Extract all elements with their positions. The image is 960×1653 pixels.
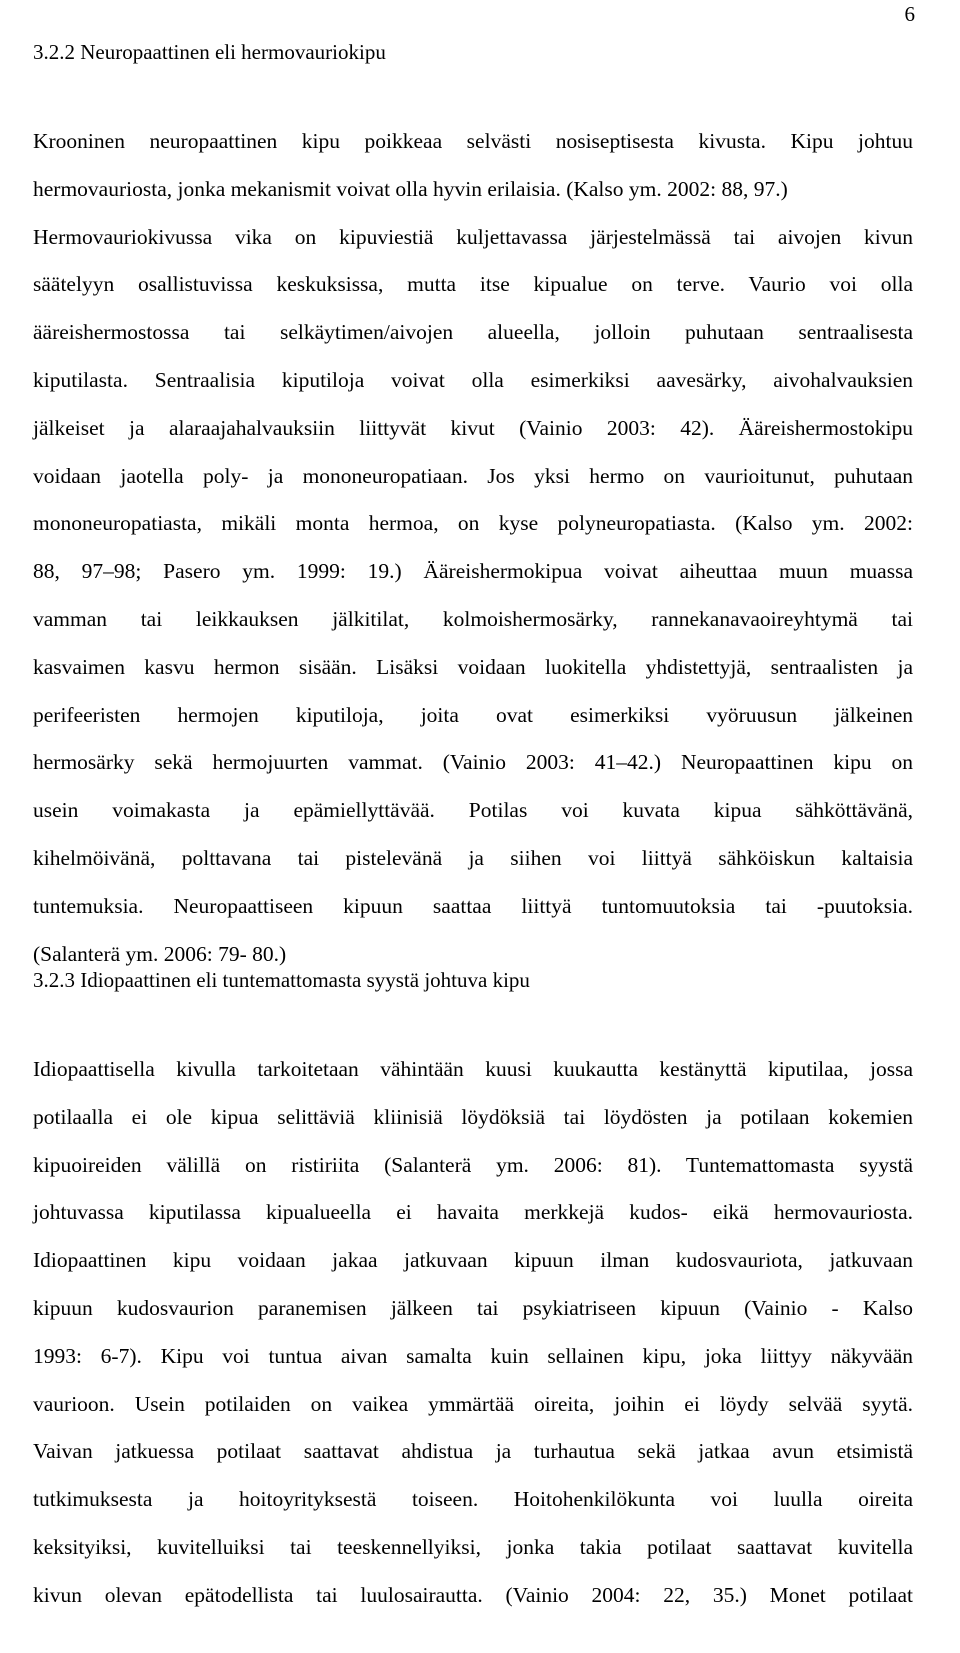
page-number: 6 bbox=[904, 2, 915, 26]
text-line: perifeeristen hermojen kiputiloja, joita ovat esimerkiksi vyöruusun jälkeinen bbox=[33, 702, 913, 727]
text-line: keksityiksi, kuvitelluiksi tai teeskennellyiksi, jonka takia potilaat saattavat kuvitella bbox=[33, 1534, 913, 1559]
text-line: voidaan jaotella poly- ja mononeuropatiaan. Jos yksi hermo on vaurioitunut, puhutaan bbox=[33, 463, 913, 488]
text-line: kipuoireiden välillä on ristiriita (Salanterä ym. 2006: 81). Tuntemattomasta syystä bbox=[33, 1152, 913, 1177]
text-line: (Salanterä ym. 2006: 79- 80.) bbox=[33, 941, 287, 966]
text-line: usein voimakasta ja epämiellyttävää. Potilas voi kuvata kipua sähköttävänä, bbox=[33, 798, 913, 823]
text-line: vaurioon. Usein potilaiden on vaikea ymmärtää oireita, joihin ei löydy selvää syytä. bbox=[33, 1391, 913, 1416]
text-line: Hermovauriokivussa vika on kipuviestiä kuljettavassa järjestelmässä tai aivojen kivun bbox=[33, 224, 913, 249]
text-line: potilaalla ei ole kipua selittäviä kliinisiä löydöksiä tai löydösten ja potilaan kokemien bbox=[33, 1104, 913, 1129]
text-line: kivun olevan epätodellista tai luulosairautta. (Vainio 2004: 22, 35.) Monet potilaat bbox=[33, 1582, 913, 1607]
text-line: vamman tai leikkauksen jälkitilat, kolmoishermosärky, rannekanavaoireyhtymä tai bbox=[33, 606, 913, 631]
text-line: hermovauriosta, jonka mekanismit voivat olla hyvin erilaisia. (Kalso ym. 2002: 88, 97.) bbox=[33, 176, 788, 201]
text-line: jälkeiset ja alaraajahalvauksiin liittyvät kivut (Vainio 2003: 42). Ääreishermostokipu bbox=[33, 415, 913, 440]
text-line: kihelmöivänä, polttavana tai pistelevänä ja siihen voi liittyä sähköiskun kaltaisia bbox=[33, 845, 913, 870]
paragraph-neuropathic bbox=[33, 118, 913, 978]
text-line: Krooninen neuropaattinen kipu poikkeaa selvästi nosiseptisesta kivusta. Kipu johtuu bbox=[33, 129, 913, 153]
text-line: ääreishermostossa tai selkäytimen/aivojen alueella, jolloin puhutaan sentraalisesta bbox=[33, 320, 913, 345]
section-heading-idiopathic: 3.2.3 Idiopaattinen eli tuntemattomasta syystä johtuva kipu bbox=[33, 968, 530, 992]
paragraph-idiopathic bbox=[33, 1046, 913, 1620]
text-line: kiputilasta. Sentraalisia kiputiloja voivat olla esimerkiksi aavesärky, aivohalvauksien bbox=[33, 367, 913, 392]
text-line: mononeuropatiasta, mikäli monta hermoa, on kyse polyneuropatiasta. (Kalso ym. 2002: bbox=[33, 511, 913, 536]
text-line: johtuvassa kiputilassa kipualueella ei havaita merkkejä kudos- eikä hermovauriosta. bbox=[33, 1200, 913, 1225]
text-line: hermosärky sekä hermojuurten vammat. (Vainio 2003: 41–42.) Neuropaattinen kipu on bbox=[33, 750, 913, 775]
text-line: tuntemuksia. Neuropaattiseen kipuun saattaa liittyä tuntomuutoksia tai -puutoksia. bbox=[33, 893, 913, 918]
text-line: Idiopaattinen kipu voidaan jakaa jatkuvaan kipuun ilman kudosvauriota, jatkuvaan bbox=[33, 1248, 913, 1273]
text-line: 1993: 6-7). Kipu voi tuntua aivan samalta kuin sellainen kipu, joka liittyy näkyvään bbox=[33, 1343, 913, 1368]
text-line: säätelyyn osallistuvissa keskuksissa, mutta itse kipualue on terve. Vaurio voi olla bbox=[33, 272, 913, 297]
section-heading-neuropathic: 3.2.2 Neuropaattinen eli hermovauriokipu bbox=[33, 40, 386, 64]
text-line: kasvaimen kasvu hermon sisään. Lisäksi voidaan luokitella yhdistettyjä, sentraalisten ja bbox=[33, 654, 913, 679]
text-line: tutkimuksesta ja hoitoyrityksestä toiseen. Hoitohenkilökunta voi luulla oireita bbox=[33, 1487, 913, 1512]
text-line: Idiopaattisella kivulla tarkoitetaan vähintään kuusi kuukautta kestänyttä kiputilaa, jossa bbox=[33, 1057, 913, 1081]
text-line: kipuun kudosvaurion paranemisen jälkeen tai psykiatriseen kipuun (Vainio - Kalso bbox=[33, 1295, 913, 1320]
text-line: Vaivan jatkuessa potilaat saattavat ahdistua ja turhautua sekä jatkaa avun etsimistä bbox=[33, 1439, 913, 1464]
text-line: 88, 97–98; Pasero ym. 1999: 19.) Ääreishermokipua voivat aiheuttaa muun muassa bbox=[33, 559, 913, 584]
